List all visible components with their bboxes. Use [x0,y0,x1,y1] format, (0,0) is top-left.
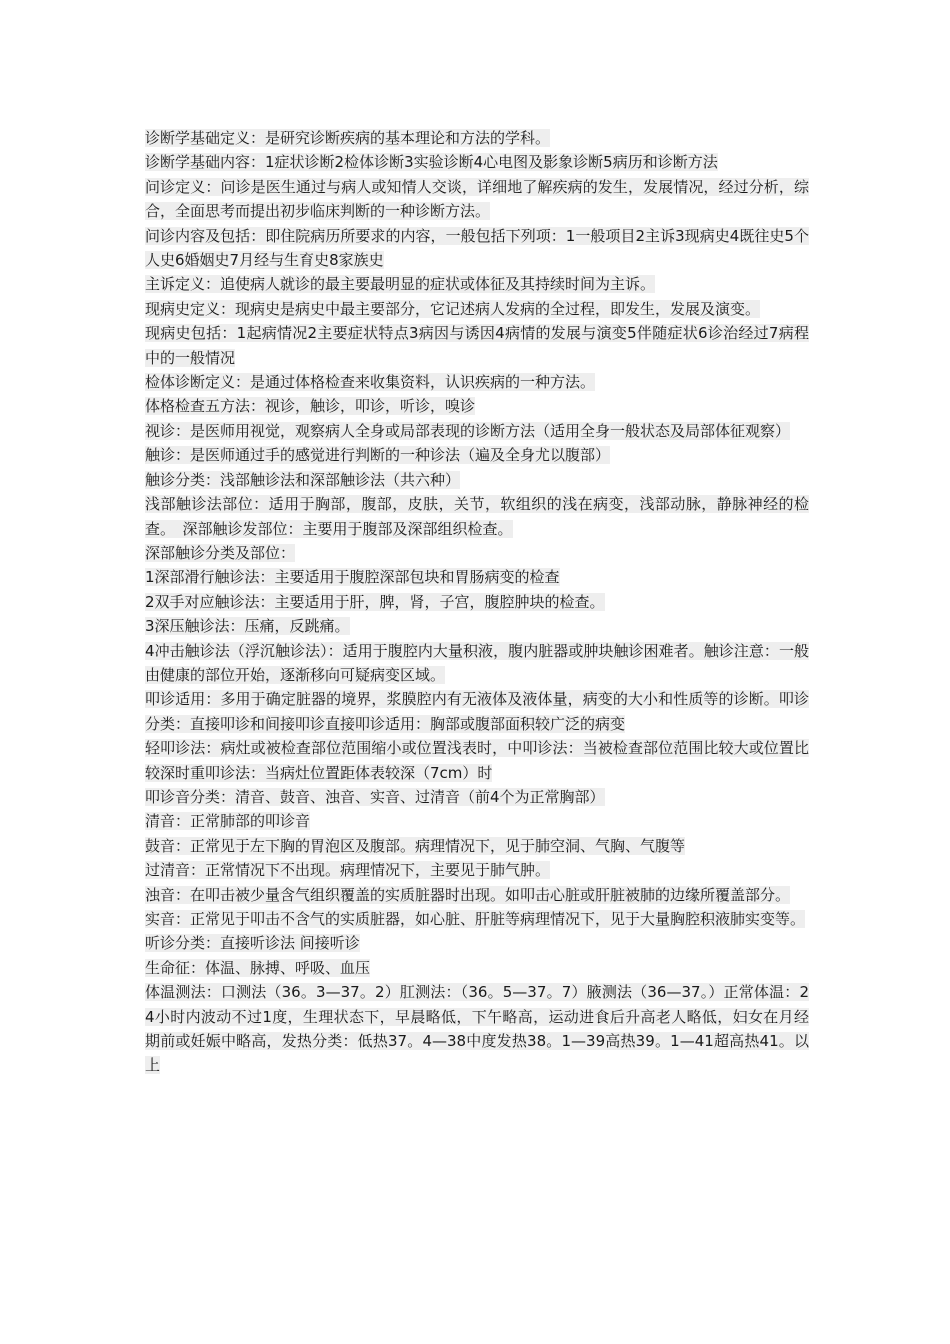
paragraph-text: 听诊分类：直接听诊法 间接听诊 [145,934,360,953]
paragraph [145,834,809,858]
paragraph [145,272,809,296]
paragraph-text: 视诊：是医师用视觉，观察病人全身或局部表现的诊断方法（适用全身一般状态及局部体征观察） [145,421,791,440]
paragraph-text: 清音：正常肺部的叩诊音 [145,812,311,831]
paragraph-text: 鼓音：正常见于左下胸的胃泡区及腹部。病理情况下，见于肺空洞、气胸、气腹等 [145,836,686,855]
paragraph [145,419,809,443]
paragraph-text: 诊断学基础内容：1症状诊断2检体诊断3实验诊断4心电图及影象诊断5病历和诊断方法 [145,153,718,172]
paragraph [145,565,809,589]
paragraph [145,980,809,1078]
paragraph [145,126,809,150]
paragraph [145,492,809,541]
paragraph [145,443,809,467]
document-body [145,126,809,1078]
paragraph [145,785,809,809]
paragraph [145,224,809,273]
paragraph-text: 触诊：是医师通过手的感觉进行判断的一种诊法（遍及全身尤以腹部） [145,446,611,465]
paragraph [145,956,809,980]
paragraph-text: 实音：正常见于叩击不含气的实质脏器，如心脏、肝脏等病理情况下，见于大量胸腔积液肺实变等。 [145,910,806,928]
paragraph [145,468,809,492]
paragraph-text: 1深部滑行触诊法：主要适用于腹腔深部包块和胃肠病变的检查 [145,568,560,587]
paragraph [145,614,809,638]
paragraph-text: 现病史包括：1起病情况2主要症状特点3病因与诱因4病情的发展与演变5伴随症状6诊治经过7病程中的一般情况 [145,324,809,367]
paragraph-text: 深部触诊分类及部位： [145,543,296,562]
paragraph-text: 2双手对应触诊法：主要适用于肝，脾，肾，子宫，腹腔肿块的检查。 [145,592,605,611]
paragraph [145,907,809,931]
paragraph-text: 3深压触诊法：压痛，反跳痛。 [145,617,350,636]
paragraph-text: 现病史定义：现病史是病史中最主要部分，它记述病人发病的全过程，即发生，发展及演变。 [145,299,761,318]
paragraph [145,931,809,955]
paragraph [145,736,809,785]
paragraph [145,541,809,565]
paragraph-text: 体格检查五方法：视诊，触诊，叩诊，听诊，嗅诊 [145,397,476,416]
paragraph [145,321,809,370]
paragraph [145,590,809,614]
paragraph [145,809,809,833]
paragraph-text: 叩诊音分类：清音、鼓音、浊音、实音、过清音（前4个为正常胸部） [145,787,605,806]
paragraph-text: 4冲击触诊法（浮沉触诊法）：适用于腹腔内大量积液，腹内脏器或肿块触诊困难者。触诊注意：一般由健康的部位开始，逐渐移向可疑病变区域。 [145,641,809,684]
paragraph-text: 生命征：体温、脉搏、呼吸、血压 [145,958,371,977]
paragraph [145,639,809,688]
paragraph-text: 问诊定义：问诊是医生通过与病人或知情人交谈，详细地了解疾病的发生，发展情况，经过分析，综合，全面思考而提出初步临床判断的一种诊断方法。 [145,177,809,221]
paragraph [145,150,809,174]
paragraph [145,297,809,321]
paragraph-text: 轻叩诊法：病灶或被检查部位范围缩小或位置浅表时，中叩诊法：当被检查部位范围比较大或位置比较深时重叩诊法：当病灶位置距体表较深（7cm）时 [145,739,809,782]
paragraph [145,858,809,882]
paragraph-text: 触诊分类：浅部触诊法和深部触诊法（共六种） [145,470,461,489]
paragraph-text: 问诊内容及包括：即住院病历所要求的内容，一般包括下列项：1一般项目2主诉3现病史4既往史5个人史6婚姻史7月经与生育史8家族史 [145,226,809,270]
paragraph [145,394,809,418]
paragraph-text: 主诉定义：追使病人就诊的最主要最明显的症状或体征及其持续时间为主诉。 [145,275,656,294]
paragraph [145,883,809,907]
paragraph-text: 浊音：在叩击被少量含气组织覆盖的实质脏器时出现。如叩击心脏或肝脏被肺的边缘所覆盖部分。 [145,885,791,904]
paragraph [145,687,809,736]
paragraph-text: 体温测法：口测法（36。3—37。2）肛测法：（36。5—37。7）腋测法（36—37。）正常体温：24小时内波动不过1度，生理状态下，早晨略低，下午略高，运动进食后升高老人略低，妇女在月经期前或妊娠中略高，发热分类：低热37。4—38中度发热38。1—39高热39。1—41超高热41。以上 [145,983,809,1075]
paragraph-text: 浅部触诊法部位：适用于胸部，腹部，皮肤，关节，软组织的浅在病变，浅部动脉，静脉神经的检查。 深部触诊发部位：主要用于腹部及深部组织检查。 [145,495,809,538]
paragraph-text: 诊断学基础定义：是研究诊断疾病的基本理论和方法的学科。 [145,129,551,147]
paragraph [145,370,809,394]
paragraph [145,175,809,224]
paragraph-text: 检体诊断定义：是通过体格检查来收集资料，认识疾病的一种方法。 [145,373,596,392]
paragraph-text: 叩诊适用：多用于确定脏器的境界，浆膜腔内有无液体及液体量，病变的大小和性质等的诊断。叩诊分类：直接叩诊和间接叩诊直接叩诊适用：胸部或腹部面积较广泛的病变 [145,690,809,733]
paragraph-text: 过清音：正常情况下不出现。病理情况下，主要见于肺气肿。 [145,861,551,880]
